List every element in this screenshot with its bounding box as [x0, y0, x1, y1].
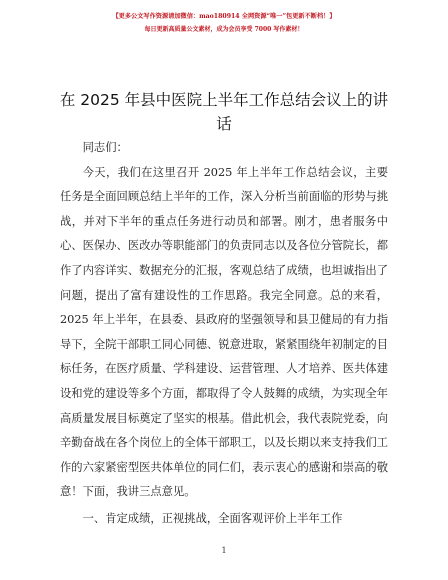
- section-heading-1: 一、肯定成绩，正视挑战，全面客观评价上半年工作: [82, 511, 343, 525]
- promo-banner: [0, 10, 448, 36]
- promo-banner-line-2: 每日更新高质量公文素材，成为会员享受 7000 写作素材！: [144, 26, 304, 33]
- paragraph-1: 今天，我们在这里召开 2025 年上半年工作总结会议，主要任务是全面回顾总结上半年的工作，深入分析当前面临的形势与挑战，并对下半年的重点任务进行动员和部署。刚才，患者服务中心、医保办、医改办等职能部门的负责同志以及各位分管院长，都作了内容详实、数据充分的汇报，客观总结了成绩，也坦诚指出了问题，提出了富有建设性的工作思路。我完全同意。总的来看，2025 年上半年，在县委、县政府的坚强领导和县卫健局的有力指导下，全院干部职工同心同德、锐意进取，紧紧围绕年初制定的目标任务，在医疗质量、学科建设、运营管理、人才培养、医共体建设和党的建设等多个方面，都取得了令人鼓舞的成绩，为实现全年高质量发展目标奠定了坚实的根基。借此机会，我代表院党委，向辛勤奋战在各个岗位上的全体干部职工，以及长期以来支持我们工作的六家紧密型医共体单位的同仁们，表示衷心的感谢和崇高的敬意！下面，我讲三点意见。: [60, 165, 388, 499]
- promo-banner-line-1: 【更多公文写作资源请加微信：mao180914 全网资源“唯一”包更新不断档！】: [112, 13, 336, 20]
- page-number: 1: [221, 546, 227, 555]
- document-body: [60, 136, 388, 532]
- salutation: 同志们：: [82, 141, 128, 154]
- document-title: 在 2025 年县中医院上半年工作总结会议上的讲话: [59, 91, 389, 133]
